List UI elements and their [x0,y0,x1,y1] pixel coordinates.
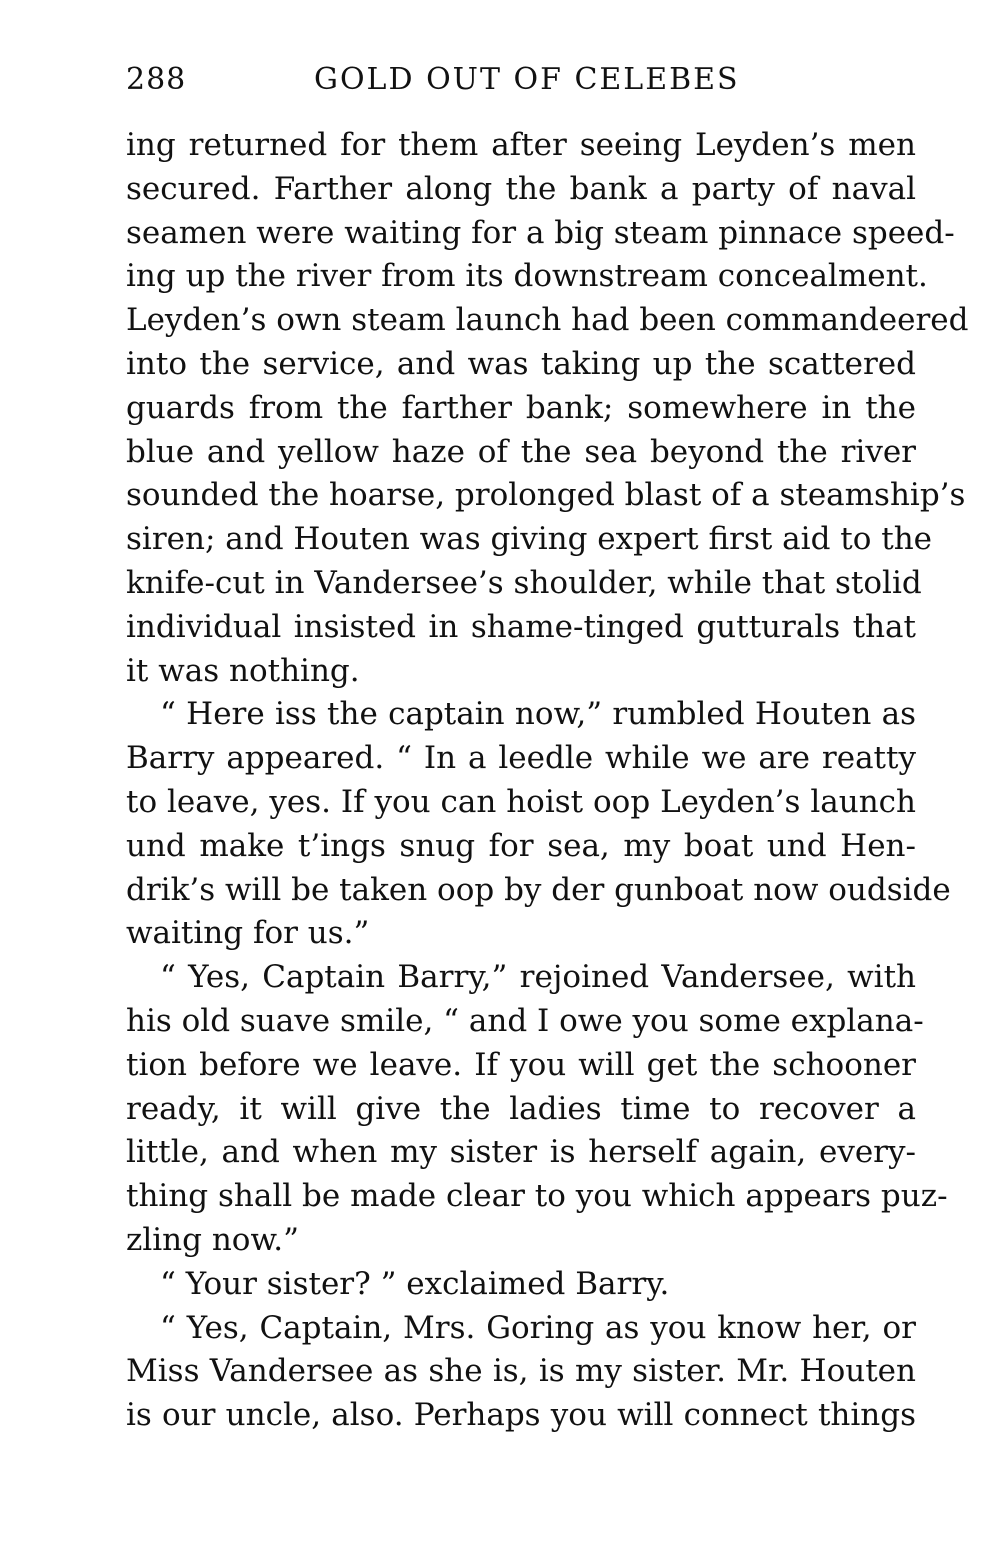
body-text [126,124,969,1438]
text-line: “ Yes, Captain Barry,” rejoined Vandersee, with [160,959,916,996]
running-title: GOLD OUT OF CELEBES [314,62,740,97]
text-line: Barry appeared. “ In a leedle while we are reatty [126,740,916,777]
running-head [126,62,916,102]
text-line: “ Your sister? ” exclaimed Barry. [160,1265,670,1302]
text-line: his old suave smile, “ and I owe you some explana- [126,1002,924,1039]
text-line: little, and when my sister is herself again, every- [126,1134,916,1171]
text-line: Leyden’s own steam launch had been commandeered [126,302,969,339]
text-line: it was nothing. [126,652,360,689]
text-line: ing up the river from its downstream concealment. [126,258,928,295]
text-line: tion before we leave. If you will get the schooner [126,1046,916,1083]
text-line: “ Yes, Captain, Mrs. Goring as you know her, or [160,1309,916,1346]
text-line: guards from the farther bank; somewhere in the [126,389,916,426]
text-line: waiting for us.” [126,915,370,952]
text-line: ing returned for them after seeing Leyden’s men [126,127,916,163]
text-line: siren; and Houten was giving expert first aid to the [126,521,933,558]
text-line: thing shall be made clear to you which appears puz- [126,1178,948,1215]
text-line: Miss Vandersee as she is, is my sister. Mr. Houten [126,1353,916,1390]
text-line: ready, it will give the ladies time to recover a [126,1090,916,1127]
text-line: drik’s will be taken oop by der gunboat now oudside [126,871,951,908]
text-line: secured. Farther along the bank a party of naval [126,170,916,207]
text-line: to leave, yes. If you can hoist oop Leyden’s launch [126,783,916,820]
text-line: und make t’ings snug for sea, my boat und Hen- [126,827,916,864]
text-line: is our uncle, also. Perhaps you will connect things [126,1397,916,1434]
text-line: knife-cut in Vandersee’s shoulder, while that stolid [126,564,922,601]
text-line: sounded the hoarse, prolonged blast of a steamship’s [126,477,966,514]
page-number: 288 [126,62,187,97]
text-line: “ Here iss the captain now,” rumbled Houten as [160,696,916,733]
text-line: seamen were waiting for a big steam pinnace speed- [126,214,955,251]
text-line: individual insisted in shame-tinged gutturals that [126,608,916,645]
text-line: into the service, and was taking up the scattered [126,345,916,382]
text-line: zling now.” [126,1221,300,1258]
text-line: blue and yellow haze of the sea beyond the river [126,433,916,470]
